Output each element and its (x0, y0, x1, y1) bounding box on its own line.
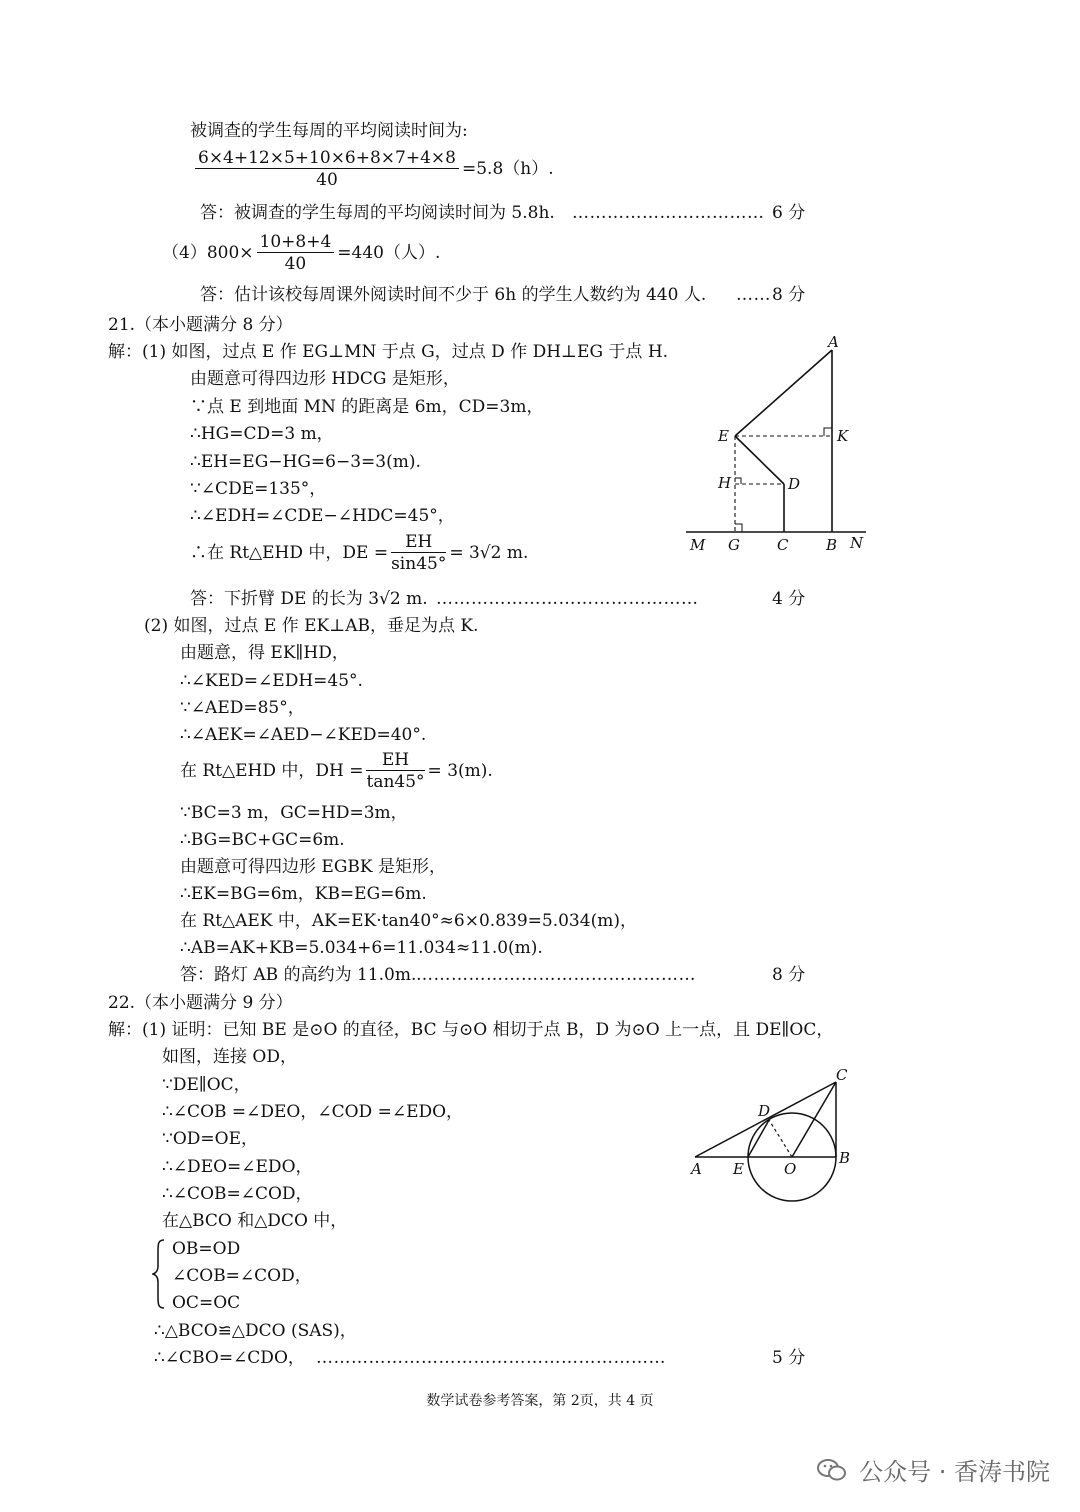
avg-fraction (195, 148, 459, 191)
q21-p2-line2: 由题意，得 EK∥HD， (180, 643, 349, 663)
q21-p2-line6-den: tan45° (366, 772, 425, 792)
q22-line9: ∴△BCO≌△DCO (SAS)， (154, 1321, 357, 1341)
q21-score2: 8 分 (772, 965, 806, 985)
avg-formula (192, 148, 554, 191)
q21-line6: ∵∠CDE=135°， (190, 479, 327, 499)
right-angle-g (735, 524, 742, 532)
q21-p2-line11: 在 Rt△AEK 中，AK=EK·tan40°≈6×0.839=5.034(m)， (180, 911, 637, 931)
label-e: E (733, 1160, 744, 1178)
q22-line3: ∵DE∥OC， (162, 1075, 251, 1095)
watermark (817, 1452, 1050, 1487)
q21-figure (680, 336, 870, 558)
system-eq1: OB=OD (172, 1239, 241, 1259)
part4-numerator: 10+8+4 (257, 232, 335, 253)
label-b: B (839, 1149, 851, 1167)
label-o: O (784, 1160, 797, 1178)
q21-p2-line10: ∴EK=BG=6m，KB=EG=6m. (180, 884, 427, 904)
q21-line4: ∴HG=CD=3 m， (190, 424, 334, 444)
label-a: A (691, 1160, 702, 1178)
q21-p2-line1: (2) 如图，过点 E 作 EK⊥AB，垂足为点 K. (144, 616, 479, 636)
avg-intro: 被调查的学生每周的平均阅读时间为: (190, 121, 468, 141)
label-d: D (758, 1102, 771, 1120)
q22-line4: ∴∠COB =∠DEO，∠COD =∠EDO， (162, 1102, 464, 1122)
q21-title: 21.（本小题满分 8 分） (108, 315, 293, 335)
q21-line7: ∴∠EDH=∠CDE−∠HDC=45°， (190, 506, 455, 526)
q22-line10: ∴∠CBO=∠CDO， (154, 1348, 305, 1368)
part4-fraction (257, 232, 335, 275)
avg-score: 6 分 (772, 203, 806, 223)
q21-p2-line6-num: EH (366, 750, 424, 771)
q21-line8-num: EH (391, 532, 446, 553)
part4-label: （4） (162, 243, 207, 263)
q22-leader1: …………………………………………………… (316, 1348, 666, 1368)
page-footer: 数学试卷参考答案，第 2页，共 4 页 (426, 1393, 654, 1409)
q21-leader1: ……………………………………… (436, 589, 699, 609)
q22-line1: 解：(1) 证明：已知 BE 是⊙O 的直径，BC 与⊙O 相切于点 B，D 为⊙O 上一点，且 DE∥OC， (108, 1020, 834, 1040)
q21-line1: 解：(1) 如图，过点 E 作 EG⊥MN 于点 G，过点 D 作 DH⊥EG 于点 H. (108, 342, 669, 362)
label-a: A (828, 336, 839, 351)
q22-title: 22.（本小题满分 9 分） (108, 993, 293, 1013)
q21-line5: ∴EH=EG−HG=6−3=3(m). (190, 452, 421, 472)
avg-numerator: 6×4+12×5+10×6+8×7+4×8 (195, 148, 459, 169)
q22-line2: 如图，连接 OD， (162, 1047, 297, 1067)
q21-p2-line8: ∴BG=BC+GC=6m. (180, 830, 345, 850)
system-eq2: ∠COB=∠COD， (172, 1266, 312, 1286)
q21-score1: 4 分 (772, 589, 806, 609)
q21-p2-line12: ∴AB=AK+KB=5.034+6=11.034≈11.0(m). (180, 938, 543, 958)
q21-leader2: ………………………………………… (416, 965, 696, 985)
system-eq3: OC=OC (172, 1293, 241, 1313)
part4-denominator: 40 (284, 254, 307, 274)
label-k: K (837, 427, 849, 445)
upper-arm-ae (735, 350, 832, 436)
label-g: G (728, 536, 740, 554)
avg-leader: …………………………… (572, 203, 765, 223)
segment-de (748, 1120, 769, 1157)
q21-p2-line4: ∵∠AED=85°， (180, 698, 305, 718)
watermark-text: 公众号 · 香涛书院 (859, 1458, 1050, 1486)
label-n: N (850, 534, 864, 552)
q21-answer1: 答：下折臂 DE 的长为 3√2 m. (190, 589, 428, 609)
q21-p2-line6 (180, 750, 493, 793)
lower-arm-ed (735, 436, 784, 484)
part4-score: 8 分 (772, 285, 806, 305)
label-m: M (690, 536, 706, 554)
dashed-od (769, 1120, 792, 1157)
wechat-icon (817, 1458, 847, 1482)
q21-p2-line9: 由题意可得四边形 EGBK 是矩形， (180, 857, 446, 877)
q22-line5: ∵OD=OE， (162, 1129, 258, 1149)
label-b: B (826, 536, 838, 554)
avg-denominator: 40 (316, 170, 338, 190)
q21-p2-line7: ∵BC=3 m，GC=HD=3m， (180, 803, 408, 823)
part4-prefix: 800× (206, 243, 254, 263)
label-d: D (788, 475, 801, 493)
part4-leader: …… (736, 285, 771, 305)
q21-p2-line6-fraction (366, 750, 424, 793)
part4-formula (162, 232, 440, 275)
q22-line7: ∴∠COB=∠COD， (162, 1184, 313, 1204)
q21-p2-line6-pre: 在 Rt△EHD 中，DH = (180, 761, 364, 781)
system-brace (152, 1238, 166, 1310)
right-angle-h (735, 478, 741, 484)
part4-result: =440（人）. (337, 243, 441, 263)
q21-line8-pre: ∴在 Rt△EHD 中，DE = (190, 543, 389, 563)
q21-line2: 由题意可得四边形 HDCG 是矩形， (190, 369, 460, 389)
q21-p2-line3: ∴∠KED=∠EDH=45°. (180, 671, 363, 691)
q21-line3: ∵点 E 到地面 MN 的距离是 6m，CD=3m， (190, 397, 544, 417)
label-e: E (718, 427, 729, 445)
part4-answer: 答：估计该校每周课外阅读时间不少于 6h 的学生人数约为 440 人. (200, 285, 707, 305)
q21-p2-line6-post: = 3(m). (427, 761, 493, 781)
right-angle-k (824, 428, 832, 436)
avg-answer: 答：被调查的学生每周的平均阅读时间为 5.8h. (200, 203, 555, 223)
q22-figure (685, 1066, 860, 1206)
q21-line8-post: = 3√2 m. (449, 543, 529, 563)
q21-line8 (190, 532, 528, 575)
q22-score1: 5 分 (772, 1348, 806, 1368)
avg-result: =5.8（h）. (462, 159, 554, 179)
label-c: C (777, 536, 789, 554)
q22-line6: ∴∠DEO=∠EDO， (162, 1157, 313, 1177)
label-h: H (718, 474, 732, 492)
q21-answer2: 答：路灯 AB 的高约为 11.0m. (180, 965, 417, 985)
label-c: C (836, 1066, 848, 1084)
q21-line8-den: sin45° (391, 554, 447, 574)
q21-p2-line5: ∴∠AEK=∠AED−∠KED=40°. (180, 725, 427, 745)
q21-line8-fraction (391, 532, 446, 575)
q22-line8: 在△BCO 和△DCO 中， (162, 1211, 348, 1231)
